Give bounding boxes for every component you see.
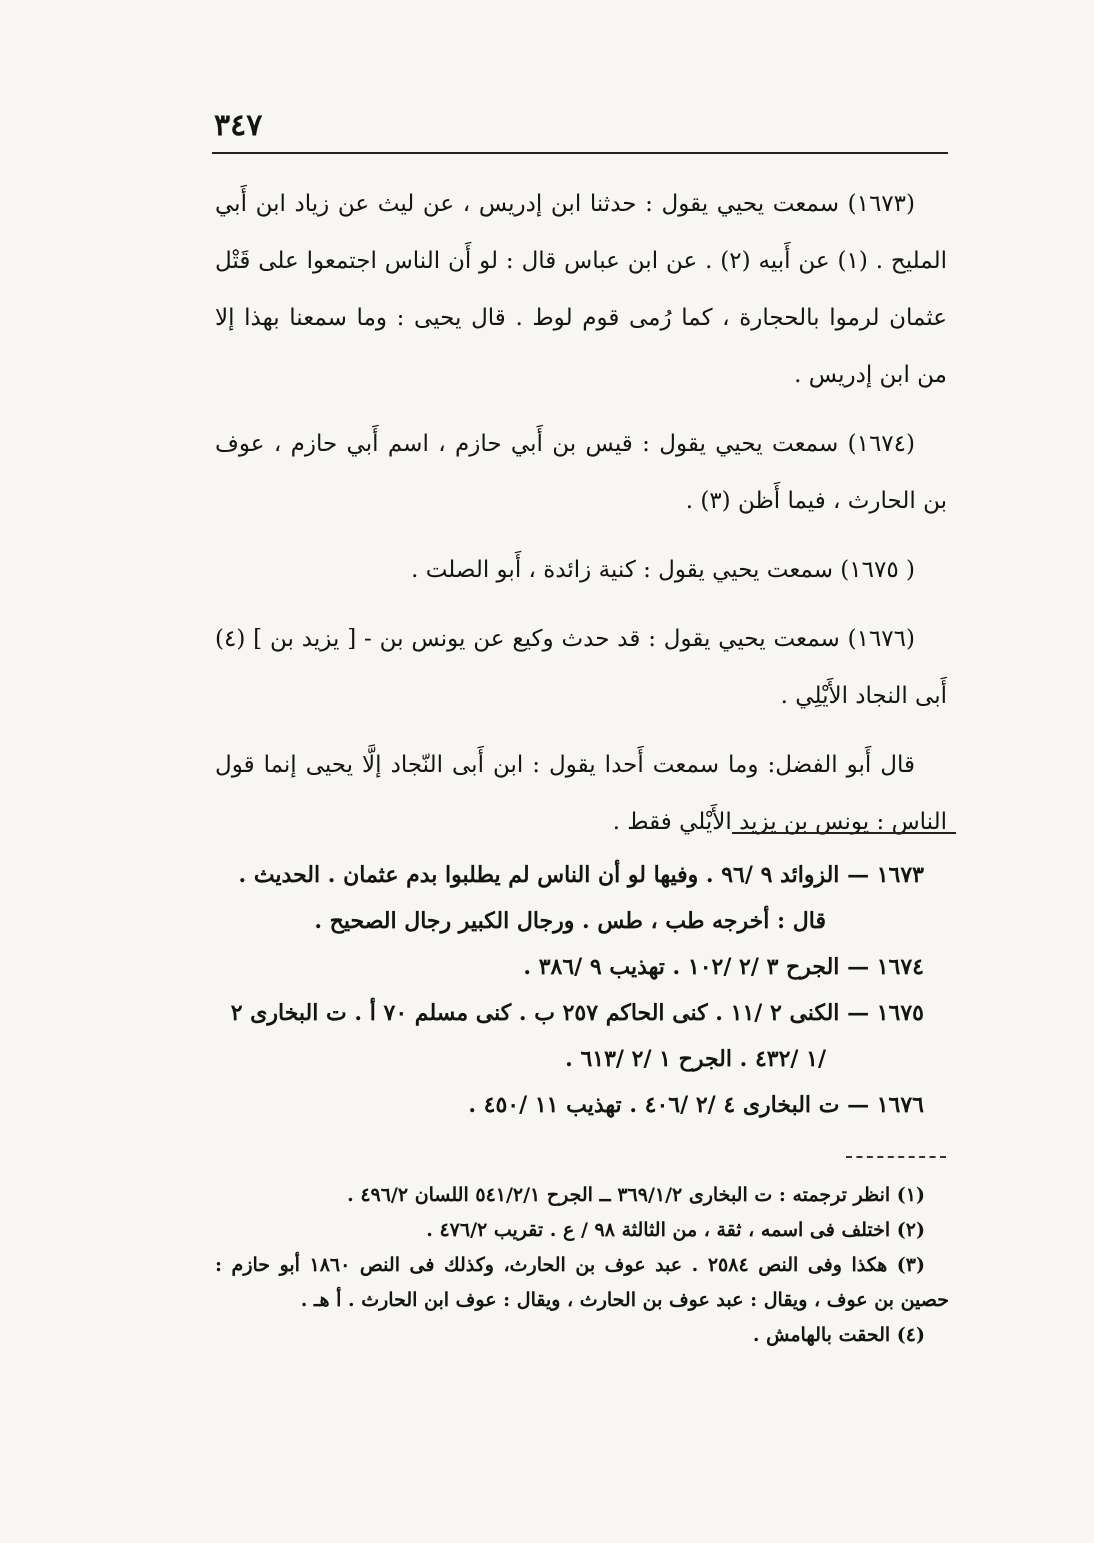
paragraph-1673: (١٦٧٣) سمعت يحيي يقول : حدثنا ابن إدريس ، عن ليث عن زياد ابن أَبي المليح . (١) عن أَبيه (٢) . عن ابن عباس قال : لو أَن الناس اجتمعوا على قَتْل عثمان لرموا بالحجارة ، كما رُمى قوم لوط . قال يحيى : وما سمعنا بهذا إلا من ابن إدريس .: [215, 191, 947, 388]
footnote-3: (٣) هكذا وفى النص ٢٥٨٤ . عبد عوف بن الحارث، وكذلك فى النص ١٨٦٠ أبو حازم : حصين بن عوف ، ويقال : عبد عوف بن الحارث ، ويقال : عوف ابن الحارث . أ هـ .: [215, 1254, 949, 1311]
footnotes-separator: [846, 1156, 946, 1158]
paragraph-1674: (١٦٧٤) سمعت يحيي يقول : قيس بن أَبي حازم ، اسم أَبي حازم ، عوف بن الحارث ، فيما أَظن (٣) .: [215, 431, 947, 514]
footnotes: [215, 1178, 949, 1353]
main-text: [215, 176, 947, 851]
paragraph-1675: ( ١٦٧٥) سمعت يحيي يقول : كنية زائدة ، أَبو الصلت .: [411, 557, 915, 583]
footnote-4: (٤) الحقت بالهامش .: [752, 1324, 925, 1346]
notes-separator: [732, 832, 956, 834]
note-1674: ١٦٧٤ — الجرح ٣ /٢ /١٠٢ . تهذيب ٩ /٣٨٦ .: [523, 954, 924, 980]
page-number: ٣٤٧: [214, 108, 263, 143]
note-1675: ١٦٧٥ — الكنى ٢ /١١ . كنى الحاكم ٢٥٧ ب . كنى مسلم ٧٠ أ . ت البخارى ٢ /١ /٤٣٢ . الجرح ١ /٢ /٦١٣ .: [230, 1000, 924, 1072]
paragraph-1676: (١٦٧٦) سمعت يحيي يقول : قد حدث وكيع عن يونس بن - [ يزيد بن ] (٤) أَبى النجاد الأَيْلِي .: [215, 626, 947, 709]
note-1673: ١٦٧٣ — الزوائد ٩ /٩٦ . وفيها لو أن الناس لم يطلبوا بدم عثمان . الحديث . قال : أخرجه طب ، طس . ورجال الكبير رجال الصحيح .: [238, 862, 924, 934]
takhrij-notes: [222, 852, 924, 1128]
header-rule: [212, 152, 948, 154]
footnote-1: (١) انظر ترجمته : ت البخارى ٣٦٩/١/٢ ــ الجرح ٥٤١/٢/١ اللسان ٤٩٦/٢ .: [347, 1184, 925, 1206]
note-1676: ١٦٧٦ — ت البخارى ٤ /٢ /٤٠٦ . تهذيب ١١ /٤٥٠ .: [468, 1092, 924, 1118]
footnote-2: (٢) اختلف فى اسمه ، ثقة ، من الثالثة ٩٨ / ع . تقريب ٤٧٦/٢ .: [426, 1219, 925, 1241]
paragraph-abu-al-fadl: قال أَبو الفضل: وما سمعت أَحدا يقول : ابن أَبى النّجاد إلَّا يحيى إنما قول الناس : يونس بن يزيد الأَيْلي فقط .: [215, 752, 947, 835]
